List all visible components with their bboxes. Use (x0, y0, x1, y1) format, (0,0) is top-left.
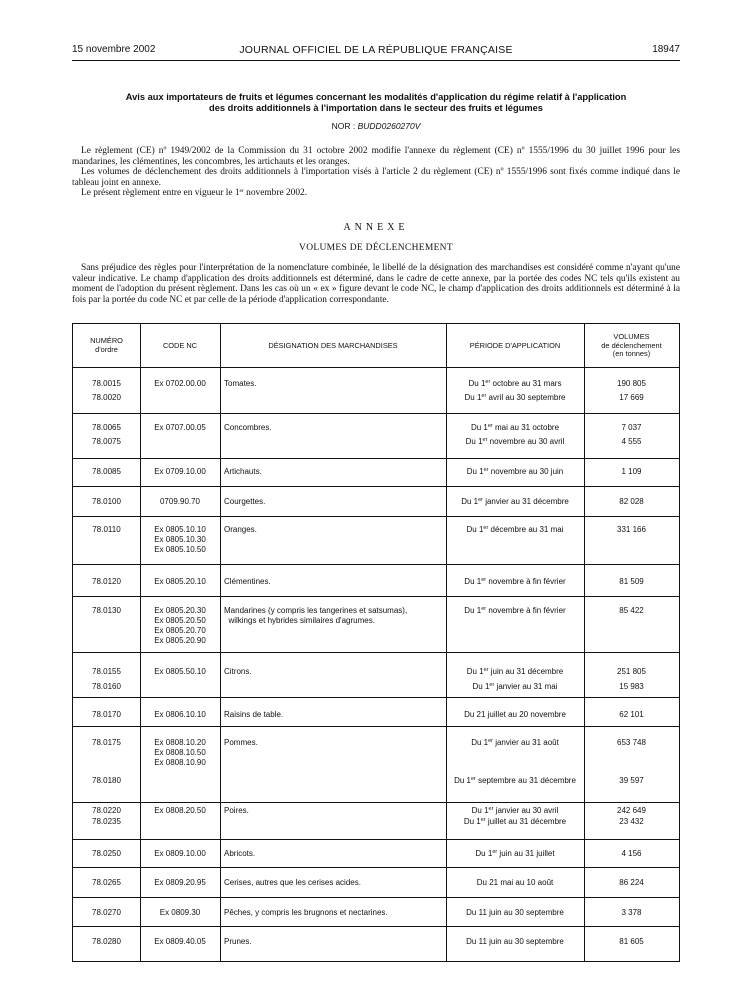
nc-code-cell: Ex 0702.00.00 (154, 379, 206, 388)
volume-cell: 85 422 (619, 606, 644, 615)
order-number-cell: 78.0265 (92, 878, 121, 887)
nor-code: BUDD0260270V (357, 121, 421, 131)
annexe-subtitle: VOLUMES DE DÉCLENCHEMENT (299, 243, 453, 253)
period-cell: Du 1er juin au 31 juillet (475, 849, 555, 858)
designation-cell: Cerises, autres que les cerises acides. (224, 878, 361, 887)
row-separator (73, 458, 679, 459)
nc-code-cell: Ex 0805.20.70 (154, 626, 206, 635)
designation-cell: Courgettes. (224, 497, 266, 506)
designation-cell: Oranges. (224, 525, 257, 534)
order-number-cell: 78.0120 (92, 577, 121, 586)
nc-code-cell: Ex 0808.20.50 (154, 806, 206, 815)
period-cell: Du 21 juillet au 20 novembre (464, 710, 566, 719)
period-cell: Du 1er novembre à fin février (464, 577, 566, 586)
header-volumes-line-3: (en tonnes) (612, 349, 651, 359)
period-cell: Du 1er janvier au 30 avril (471, 806, 559, 815)
designation-cell: Abricots. (224, 849, 256, 858)
row-separator (73, 897, 679, 898)
nc-code-cell: Ex 0809.10.00 (154, 849, 206, 858)
order-number-cell: 78.0075 (92, 437, 121, 446)
order-number-cell: 78.0130 (92, 606, 121, 615)
volume-cell: 81 605 (619, 937, 644, 946)
order-number-cell: 78.0020 (92, 393, 121, 402)
period-cell: Du 1er mai au 31 octobre (470, 423, 560, 432)
order-number-cell: 78.0085 (92, 467, 121, 476)
header-numero-line-1: NUMÉRO (90, 336, 123, 345)
nor-reference (72, 121, 680, 131)
order-number-cell: 78.0175 (92, 738, 121, 747)
designation-cell: Concombres. (224, 423, 272, 432)
header-volumes (584, 333, 679, 359)
volume-cell: 190 805 (617, 379, 646, 388)
volume-cell: 251 805 (617, 667, 646, 676)
period-cell: Du 1er novembre au 30 avril (465, 437, 565, 446)
nc-code-cell: Ex 0709.10.00 (154, 467, 206, 476)
nc-code-cell: Ex 0805.20.10 (154, 577, 206, 586)
order-number-cell: 78.0250 (92, 849, 121, 858)
notice-title-line-2: des droits additionnels à l'importation dans le secteur des fruits et légumes (209, 103, 543, 113)
order-number-cell: 78.0100 (92, 497, 121, 506)
order-number-cell: 78.0015 (92, 379, 121, 388)
nc-code-cell: Ex 0809.20.95 (154, 878, 206, 887)
nc-code-cell: Ex 0808.10.90 (154, 758, 206, 767)
order-number-cell: 78.0160 (92, 682, 121, 691)
row-separator (73, 516, 679, 517)
order-number-cell: 78.0110 (92, 525, 121, 534)
row-separator (73, 802, 679, 803)
volume-cell: 242 649 (617, 806, 646, 815)
volume-cell: 15 983 (619, 682, 644, 691)
volume-cell: 39 597 (619, 776, 644, 785)
designation-cell: Citrons. (224, 667, 252, 676)
volume-cell: 81 509 (619, 577, 644, 586)
period-cell: Du 1er juillet au 31 décembre (463, 817, 567, 826)
notice-body (72, 146, 680, 199)
volume-cell: 4 555 (621, 437, 642, 446)
volume-cell: 23 432 (619, 817, 644, 826)
order-number-cell: 78.0280 (92, 937, 121, 946)
row-separator (73, 697, 679, 698)
row-separator (73, 839, 679, 840)
period-cell: Du 1er janvier au 31 décembre (461, 497, 569, 506)
header-numero (73, 337, 140, 354)
designation-cell: Tomates. (224, 379, 257, 388)
volume-cell: 1 109 (621, 467, 642, 476)
period-cell: Du 1er septembre au 31 décembre (454, 776, 576, 785)
designation-cell: Mandarines (y compris les tangerines et satsumas), (224, 606, 408, 615)
header-rule (72, 60, 680, 61)
nc-code-cell: Ex 0707.00.05 (154, 423, 206, 432)
period-cell: Du 1er novembre au 30 juin (466, 467, 564, 476)
nc-code-cell: Ex 0808.10.50 (154, 748, 206, 757)
order-number-cell: 78.0065 (92, 423, 121, 432)
period-cell: Du 1er janvier au 31 mai (472, 682, 558, 691)
order-number-cell: 78.0220 (92, 806, 121, 815)
volume-cell: 82 028 (619, 497, 644, 506)
row-separator (73, 652, 679, 653)
header-volumes-line-1: VOLUMES (613, 332, 650, 341)
header-periode: PÉRIODE D'APPLICATION (469, 341, 561, 350)
designation-cell: Artichauts. (224, 467, 262, 476)
volume-cell: 4 156 (621, 849, 642, 858)
nc-code-cell: Ex 0805.20.30 (154, 606, 206, 615)
period-cell: Du 1er janvier au 31 août (471, 738, 559, 747)
page-header (72, 44, 680, 58)
nor-label: NOR : (331, 121, 356, 131)
annexe-title: ANNEXE (343, 222, 409, 233)
paragraph-2: Les volumes de déclenchement des droits additionnels à l'importation visés à l'article 2 du règlement (CE) nº 1555/1996 sont fixés comme indiqué dans le tableau joint en annexe. (72, 167, 680, 188)
annexe-body (72, 263, 680, 305)
volume-cell: 653 748 (617, 738, 646, 747)
nc-code-cell: Ex 0806.10.10 (154, 710, 206, 719)
header-numero-line-2: d'ordre (95, 344, 118, 354)
paragraph-3: Le présent règlement entre en vigueur le 1er novembre 2002. (81, 188, 308, 199)
row-separator (73, 486, 679, 487)
header-code-nc: CODE NC (162, 341, 198, 350)
row-separator (73, 726, 679, 727)
row-separator (73, 564, 679, 565)
row-separator (73, 413, 679, 414)
volume-cell: 3 378 (621, 908, 642, 917)
order-number-cell: 78.0170 (92, 710, 121, 719)
nc-code-cell: Ex 0809.40.05 (154, 937, 206, 946)
paragraph-1: Le règlement (CE) nº 1949/2002 de la Commission du 31 octobre 2002 modifie l'annexe du règlement (CE) nº 1555/1996 du 30 juillet 1996 pour les mandarines, les clémentines, les concombres, les artichauts et les oranges. (72, 146, 680, 167)
order-number-cell: 78.0270 (92, 908, 121, 917)
volume-cell: 7 037 (621, 423, 642, 432)
volume-cell: 62 101 (619, 710, 644, 719)
period-cell: Du 1er avril au 30 septembre (464, 393, 566, 402)
designation-cell: Raisins de table. (224, 710, 284, 719)
nc-code-cell: Ex 0809.30 (159, 908, 201, 917)
notice-title (72, 92, 680, 114)
period-cell: Du 21 mai au 10 août (476, 878, 554, 887)
header-volumes-line-2: de déclenchement (601, 340, 662, 350)
header-designation: DÉSIGNATION DES MARCHANDISES (268, 341, 398, 350)
designation-cell: Pêches, y compris les brugnons et nectarines. (224, 908, 388, 917)
period-cell: Du 11 juin au 30 septembre (466, 908, 564, 917)
order-number-cell: 78.0155 (92, 667, 121, 676)
row-separator (73, 926, 679, 927)
designation-cell: Poires. (224, 806, 249, 815)
nc-code-cell: Ex 0805.20.50 (154, 616, 206, 625)
trigger-volumes-table (72, 323, 680, 962)
period-cell: Du 1er décembre au 31 mai (466, 525, 564, 534)
designation-cell: Clémentines. (224, 577, 271, 586)
volume-cell: 17 669 (619, 393, 644, 402)
column-divider (446, 324, 447, 961)
period-cell: Du 1er octobre au 31 mars (468, 379, 562, 388)
nc-code-cell: Ex 0805.10.50 (154, 545, 206, 554)
annexe-paragraph: Sans préjudice des règles pour l'interprétation de la nomenclature combinée, le libellé de la désignation des marchandises est considéré comme n'ayant qu'une valeur indicative. Le champ d'application des droits additionnels est déterminé, dans le cadre de cette annexe, par la portée des codes NC tels qu'ils existent au moment de l'adoption du présent règlement. Dans les cas où un « ex » figure devant le code NC, le champ d'application des droits additionnels est déterminé à la fois par la portée du code NC et par celle de la période d'application correspondante. (72, 263, 680, 305)
nc-code-cell: Ex 0805.50.10 (154, 667, 206, 676)
row-separator (73, 367, 679, 368)
volume-cell: 86 224 (619, 878, 644, 887)
row-separator (73, 596, 679, 597)
header-journal-title: JOURNAL OFFICIEL DE LA RÉPUBLIQUE FRANÇAISE (239, 44, 513, 56)
notice-title-line-1: Avis aux importateurs de fruits et légumes concernant les modalités d'application du régime relatif à l'application (125, 92, 627, 102)
volume-cell: 331 166 (617, 525, 646, 534)
order-number-cell: 78.0180 (92, 776, 121, 785)
column-divider (584, 324, 585, 961)
designation-cell: wilkings et hybrides similaires d'agrumes. (224, 616, 375, 625)
nc-code-cell: Ex 0808.10.20 (154, 738, 206, 747)
nc-code-cell: Ex 0805.10.30 (154, 535, 206, 544)
nc-code-cell: Ex 0805.20.90 (154, 636, 206, 645)
designation-cell: Pommes. (224, 738, 258, 747)
row-separator (73, 867, 679, 868)
header-page-number: 18947 (652, 44, 680, 55)
period-cell: Du 11 juin au 30 septembre (466, 937, 564, 946)
nc-code-cell: Ex 0805.10.10 (154, 525, 206, 534)
header-date: 15 novembre 2002 (72, 44, 156, 55)
column-divider (220, 324, 221, 961)
nc-code-cell: 0709.90.70 (159, 497, 201, 506)
period-cell: Du 1er juin au 31 décembre (466, 667, 564, 676)
period-cell: Du 1er novembre à fin février (464, 606, 566, 615)
order-number-cell: 78.0235 (92, 817, 121, 826)
designation-cell: Prunes. (224, 937, 252, 946)
